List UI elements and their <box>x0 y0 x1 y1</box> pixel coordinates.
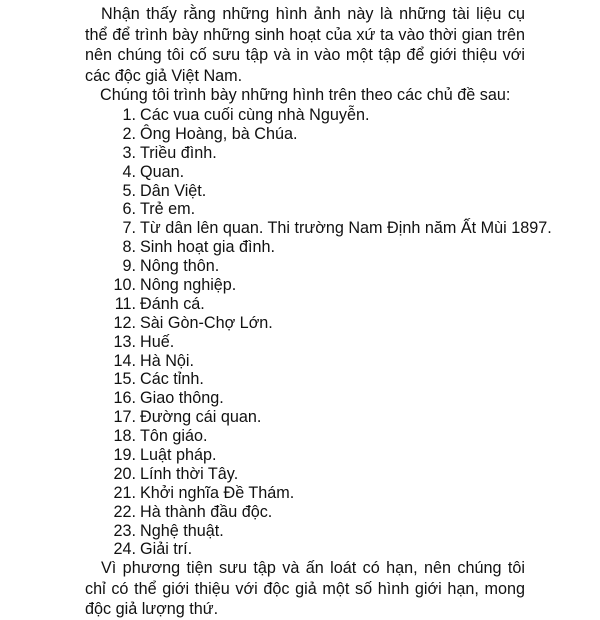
topic-text: Nghệ thuật. <box>140 521 224 540</box>
topic-text: Hà thành đầu độc. <box>140 502 273 521</box>
list-item <box>100 389 552 408</box>
list-item <box>100 144 552 163</box>
list-item <box>100 163 552 182</box>
list-item <box>100 465 552 484</box>
topic-list <box>100 106 552 559</box>
topic-text: Nông thôn. <box>140 257 220 276</box>
list-item <box>100 219 552 238</box>
topic-number: 23. <box>113 521 136 540</box>
topic-number: 19. <box>113 446 136 465</box>
topic-number: 12. <box>113 313 136 332</box>
topic-text: Quan. <box>140 162 185 181</box>
list-item <box>100 200 552 219</box>
topic-number: 11. <box>114 294 136 313</box>
topic-number: 16. <box>113 389 136 408</box>
topic-text: Nông nghiệp. <box>140 276 237 295</box>
topic-number: 6. <box>122 200 136 219</box>
topic-number: 24. <box>113 540 136 559</box>
topic-text: Hà Nội. <box>140 351 194 370</box>
topic-text: Sài Gòn-Chợ Lớn. <box>140 313 273 332</box>
list-item <box>100 257 552 276</box>
topic-text: Các vua cuối cùng nhà Nguyễn. <box>140 106 370 124</box>
list-item <box>100 238 552 257</box>
list-item <box>100 427 552 446</box>
list-item <box>100 370 552 389</box>
topic-text: Luật pháp. <box>140 446 217 465</box>
list-item <box>100 503 552 522</box>
topic-number: 10. <box>113 276 136 295</box>
list-item <box>100 295 552 314</box>
list-item <box>100 182 552 201</box>
list-item <box>100 352 552 371</box>
topic-number: 14. <box>113 351 136 370</box>
topic-text: Từ dân lên quan. Thi trường Nam Định năm Ất Mùi 1897. <box>140 219 552 238</box>
topic-text: Giải trí. <box>140 540 193 559</box>
topic-text: Ông Hoàng, bà Chúa. <box>140 124 298 143</box>
list-item <box>100 446 552 465</box>
topic-text: Trẻ em. <box>140 200 196 219</box>
closing-paragraph: Vì phương tiện sưu tập và ấn loát có hạn, nên chúng tôi chỉ có thể giới thiệu với độc giả một số hình giới hạn, mong độc giả lượng thứ. <box>85 559 525 618</box>
topic-number: 21. <box>113 483 136 502</box>
opening-paragraph: Nhận thấy rằng những hình ảnh này là những tài liệu cụ thể để trình bày những sinh hoạt của xứ ta vào thời gian trên nên chúng tôi cố sưu tập và in vào một tập để giới thiệu với các độc giả Việt Nam. <box>85 5 525 85</box>
topic-text: Đánh cá. <box>140 294 205 313</box>
list-item <box>100 484 552 503</box>
topic-text: Khởi nghĩa Đề Thám. <box>140 483 295 502</box>
topic-number: 5. <box>122 181 136 200</box>
topic-number: 3. <box>122 143 136 162</box>
topic-number: 18. <box>113 427 136 446</box>
topic-text: Lính thời Tây. <box>140 464 239 483</box>
topic-text: Huế. <box>140 332 175 351</box>
topic-text: Đường cái quan. <box>140 408 262 427</box>
topic-number: 1. <box>122 106 136 124</box>
topic-text: Giao thông. <box>140 389 224 408</box>
topic-text: Dân Việt. <box>140 181 207 200</box>
topic-number: 17. <box>113 408 136 427</box>
topic-number: 4. <box>122 162 136 181</box>
list-item <box>100 522 552 541</box>
topics-intro-line: Chúng tôi trình bày những hình trên theo các chủ đề sau: <box>100 86 511 104</box>
topic-number: 13. <box>113 332 136 351</box>
list-item <box>100 314 552 333</box>
topic-number: 20. <box>113 464 136 483</box>
list-item <box>100 125 552 144</box>
topic-number: 7. <box>122 219 136 238</box>
list-item <box>100 276 552 295</box>
topic-text: Tôn giáo. <box>140 427 208 446</box>
topic-number: 8. <box>122 238 136 257</box>
topic-text: Sinh hoạt gia đình. <box>140 238 276 257</box>
topic-number: 2. <box>122 124 136 143</box>
list-item <box>100 106 552 125</box>
topic-number: 22. <box>113 502 136 521</box>
topic-text: Triều đình. <box>140 143 217 162</box>
list-item <box>100 408 552 427</box>
list-item <box>100 333 552 352</box>
topic-text: Các tỉnh. <box>140 370 204 389</box>
topic-number: 15. <box>113 370 136 389</box>
topic-number: 9. <box>122 257 136 276</box>
list-item <box>100 540 552 559</box>
